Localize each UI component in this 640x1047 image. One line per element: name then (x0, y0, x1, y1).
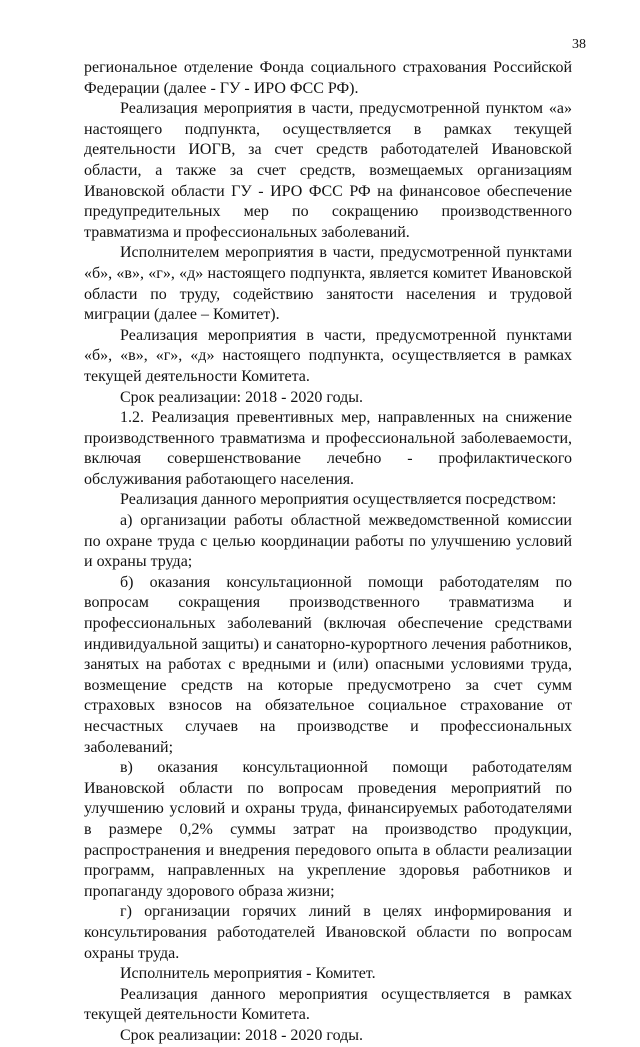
paragraph-deadline: Срок реализации: 2018 - 2020 годы. (120, 388, 364, 406)
page-number: 38 (572, 37, 586, 52)
paragraph-implementation: Реализация мероприятия в части, предусмотренной пунктами «б», «в», «г», «д» настоящего подпункта, осуществляется в рамках текущей деятельности Комитета. (84, 326, 572, 385)
paragraph-means-intro: Реализация данного мероприятия осуществляется посредством: (120, 491, 557, 509)
document-body (84, 58, 572, 1047)
paragraph-deadline-final: Срок реализации: 2018 - 2020 годы. (120, 1026, 364, 1044)
paragraph-continuation: региональное отделение Фонда социального страхования Российской Федерации (далее - ГУ - ИРО ФСС РФ). (84, 59, 572, 97)
list-item-b: б) оказания консультационной помощи работодателям по вопросам сокращения производственного травматизма и профессиональных заболеваний (включая обеспечение средствами индивидуальной защиты) и санаторно-курортного лечения работников, занятых на работах с вредными и (или) опасными условиями труда, возмещение средств на которые предусмотрено за счет сумм страховых взносов на обязательное социальное страхование от несчастных случаев на производстве и профессиональных заболеваний; (84, 573, 572, 756)
paragraph-executor-committee: Исполнитель мероприятия - Комитет. (120, 965, 376, 983)
paragraph-implementation-committee: Реализация данного мероприятия осуществляется в рамках текущей деятельности Комитета. (84, 985, 572, 1024)
list-item-a: а) организации работы областной межведомственной комиссии по охране труда с целью координации работы по улучшению условий и охраны труда; (84, 512, 572, 571)
paragraph-section-1-2: 1.2. Реализация превентивных мер, направленных на снижение производственного травматизма и профессиональной заболеваемости, включая совершенствование лечебно - профилактического обслуживания работающего населения. (84, 409, 572, 488)
list-item-g: г) организации горячих линий в целях информирования и консультирования работодателей Ивановской области по вопросам охраны труда. (84, 903, 572, 962)
paragraph-funding-item-a: Реализация мероприятия в части, предусмотренной пунктом «а» настоящего подпункта, осуществляется в рамках текущей деятельности ИОГВ, за счет средств работодателей Ивановской области, а также за счет средств, возмещаемых организациям Ивановской области ГУ - ИРО ФСС РФ на финансовое обеспечение предупредительных мер по сокращению производственного травматизма и профессиональных заболеваний. (84, 100, 572, 241)
paragraph-executor: Исполнителем мероприятия в части, предусмотренной пунктами «б», «в», «г», «д» настоящего подпункта, является комитет Ивановской области по труду, содействию занятости населения и трудовой миграции (далее – Комитет). (84, 244, 572, 324)
list-item-v: в) оказания консультационной помощи работодателям Ивановской области по вопросам проведения мероприятий по улучшению условий и охраны труда, финансируемых работодателями в размере 0,2% суммы затрат на производство продукции, распространения и внедрения передового опыта в области реализации программ, направленных на укрепление здоровья работников и пропаганду здорового образа жизни; (84, 759, 572, 900)
